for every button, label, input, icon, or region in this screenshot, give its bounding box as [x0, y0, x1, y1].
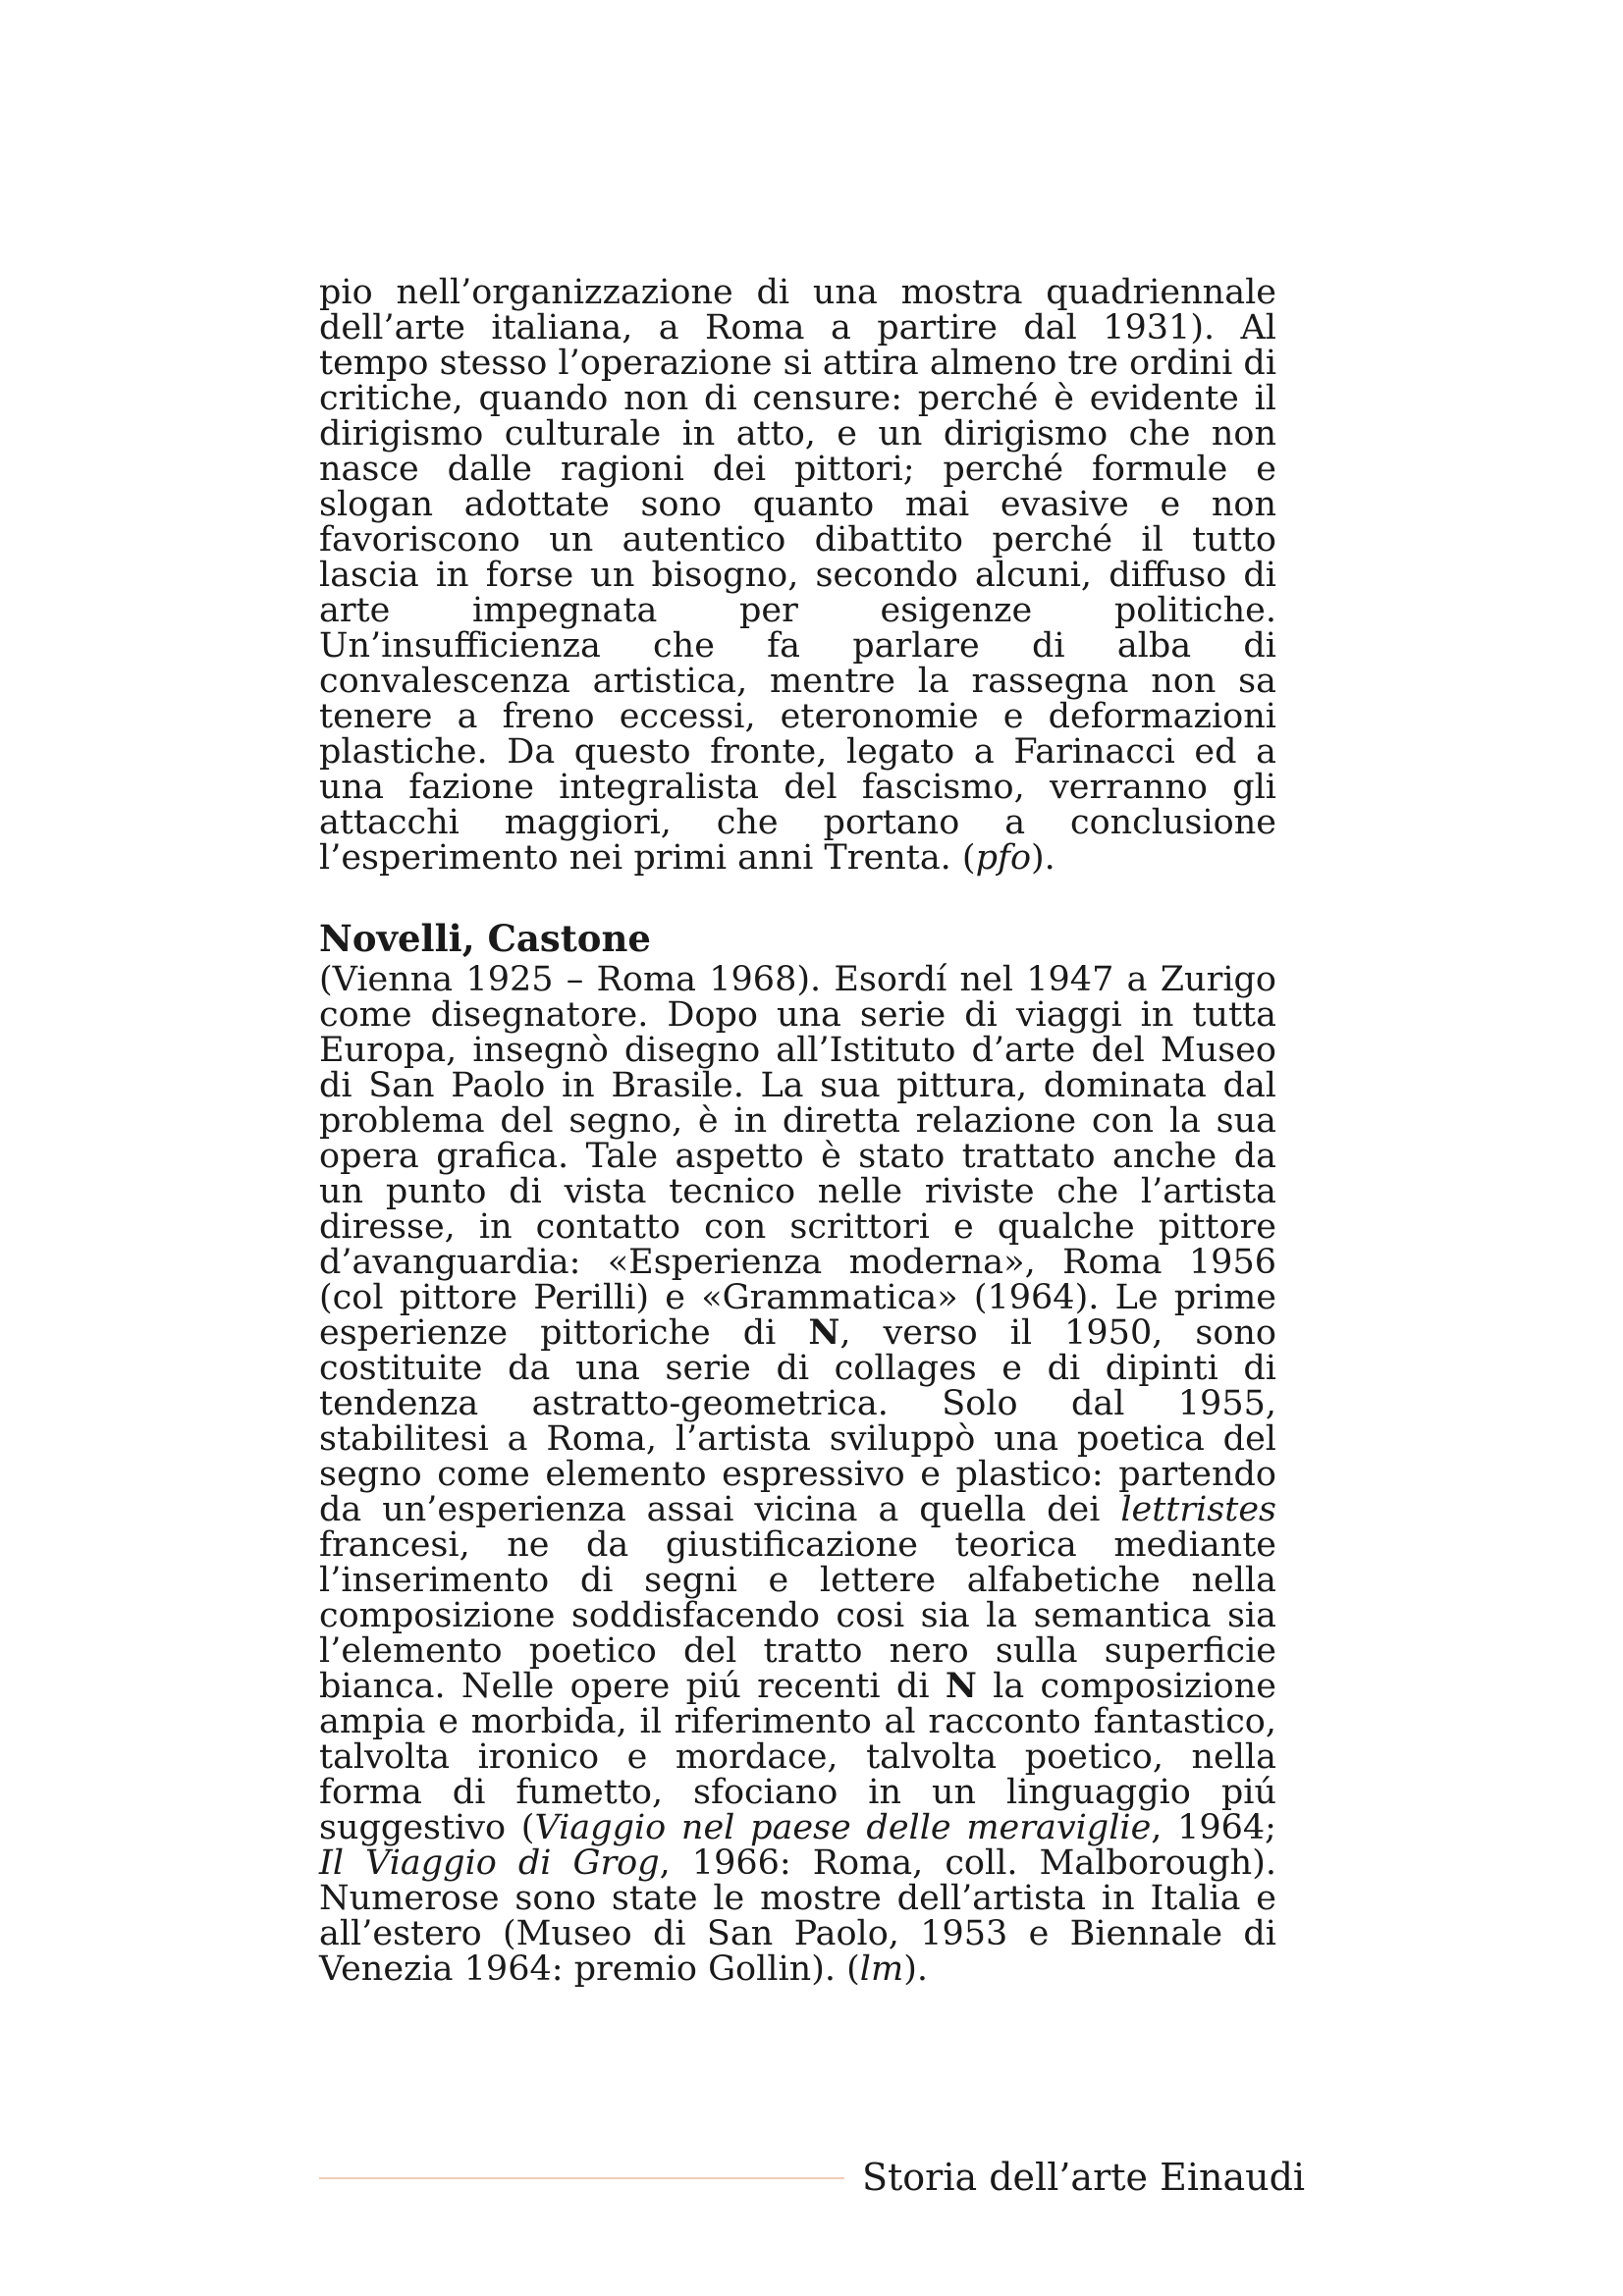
work-title-2: Il Viaggio di Grog — [319, 1843, 660, 1883]
entry-end: ). — [903, 1949, 928, 1989]
entry-text-5: , 1964; — [1151, 1808, 1276, 1847]
entry-text-4: la composizione ampia e morbida, il riferimento al racconto fantastico, talvolta ironico e mordace, talvolta poetico, nella forma di fumetto, sfociano in un linguaggio piú suggestivo ( — [319, 1667, 1276, 1847]
entry-title: Novelli, Castone — [319, 917, 651, 960]
lettristes-term: lettristes — [1120, 1490, 1276, 1529]
footer-label: Storia dell’arte Einaudi — [862, 2156, 1306, 2199]
entry-initial: N — [945, 1666, 977, 1706]
text-column — [319, 275, 1276, 1987]
continuation-paragraph — [319, 275, 1276, 876]
author-initials: pfo — [975, 838, 1032, 878]
author-initials: lm — [859, 1949, 904, 1989]
footer-rule — [319, 2177, 844, 2179]
entry-text-1: (Vienna 1925 – Roma 1968). Esordí nel 1947 a Zurigo come disegnatore. Dopo una serie di viaggi in tutta Europa, insegnò disegno all’Istituto d’arte del Museo di San Paolo in Brasile. La sua pittura, dominata dal problema del segno, è in diretta relazione con la sua opera grafica. Tale aspetto è stato trattato anche da un punto di vista tecnico nelle riviste che l’artista diresse, in contatto con scrittori e qualche pittore d’avanguardia: «Esperienza moderna», Roma 1956 (col pittore Perilli) e «Grammatica» (1964). Le prime esperienze pittoriche di — [319, 960, 1276, 1353]
work-title-1: Viaggio nel paese delle meraviglie — [534, 1808, 1152, 1847]
continuation-end: ). — [1031, 838, 1055, 878]
entry-initial: N — [808, 1312, 840, 1353]
entry-text-6: , 1966: Roma, coll. Malborough). Numerose sono state le mostre dell’artista in Italia e all’estero (Museo di San Paolo, 1953 e Biennale di Venezia 1964: premio Gollin). ( — [319, 1843, 1276, 1989]
entry-text-2: , verso il 1950, sono costituite da una serie di collages e di dipinti di tendenza astratto-geometrica. Solo dal 1955, stabilitesi a Roma, l’artista sviluppò una poetica del segno come elemento espressivo e plastico: partendo da un’esperienza assai vicina a quella dei — [319, 1313, 1276, 1529]
entry-text-3: francesi, ne da giustificazione teorica mediante l’inserimento di segni e lettere alfabetiche nella composizione soddisfacendo cosi sia la semantica sia l’elemento poetico del tratto nero sulla superficie bianca. Nelle opere piú recenti di — [319, 1525, 1276, 1706]
entry-paragraph — [319, 962, 1276, 1987]
continuation-text: pio nell’organizzazione di una mostra quadriennale dell’arte italiana, a Roma a partire dal 1931). Al tempo stesso l’operazione si attira almeno tre ordini di critiche, quando non di censure: perché è evidente il dirigismo culturale in atto, e un dirigismo che non nasce dalle ragioni dei pittori; perché formule e slogan adottate sono quanto mai evasive e non favoriscono un autentico dibattito perché il tutto lascia in forse un bisogno, secondo alcuni, diffuso di arte impegnata per esigenze politiche. Un’insufficienza che fa parlare di alba di convalescenza artistica, mentre la rassegna non sa tenere a freno eccessi, eteronomie e deformazioni plastiche. Da questo fronte, legato a Farinacci ed a una fazione integralista del fascismo, verranno gli attacchi maggiori, che portano a conclusione l’esperimento nei primi anni Trenta. ( — [319, 273, 1277, 878]
